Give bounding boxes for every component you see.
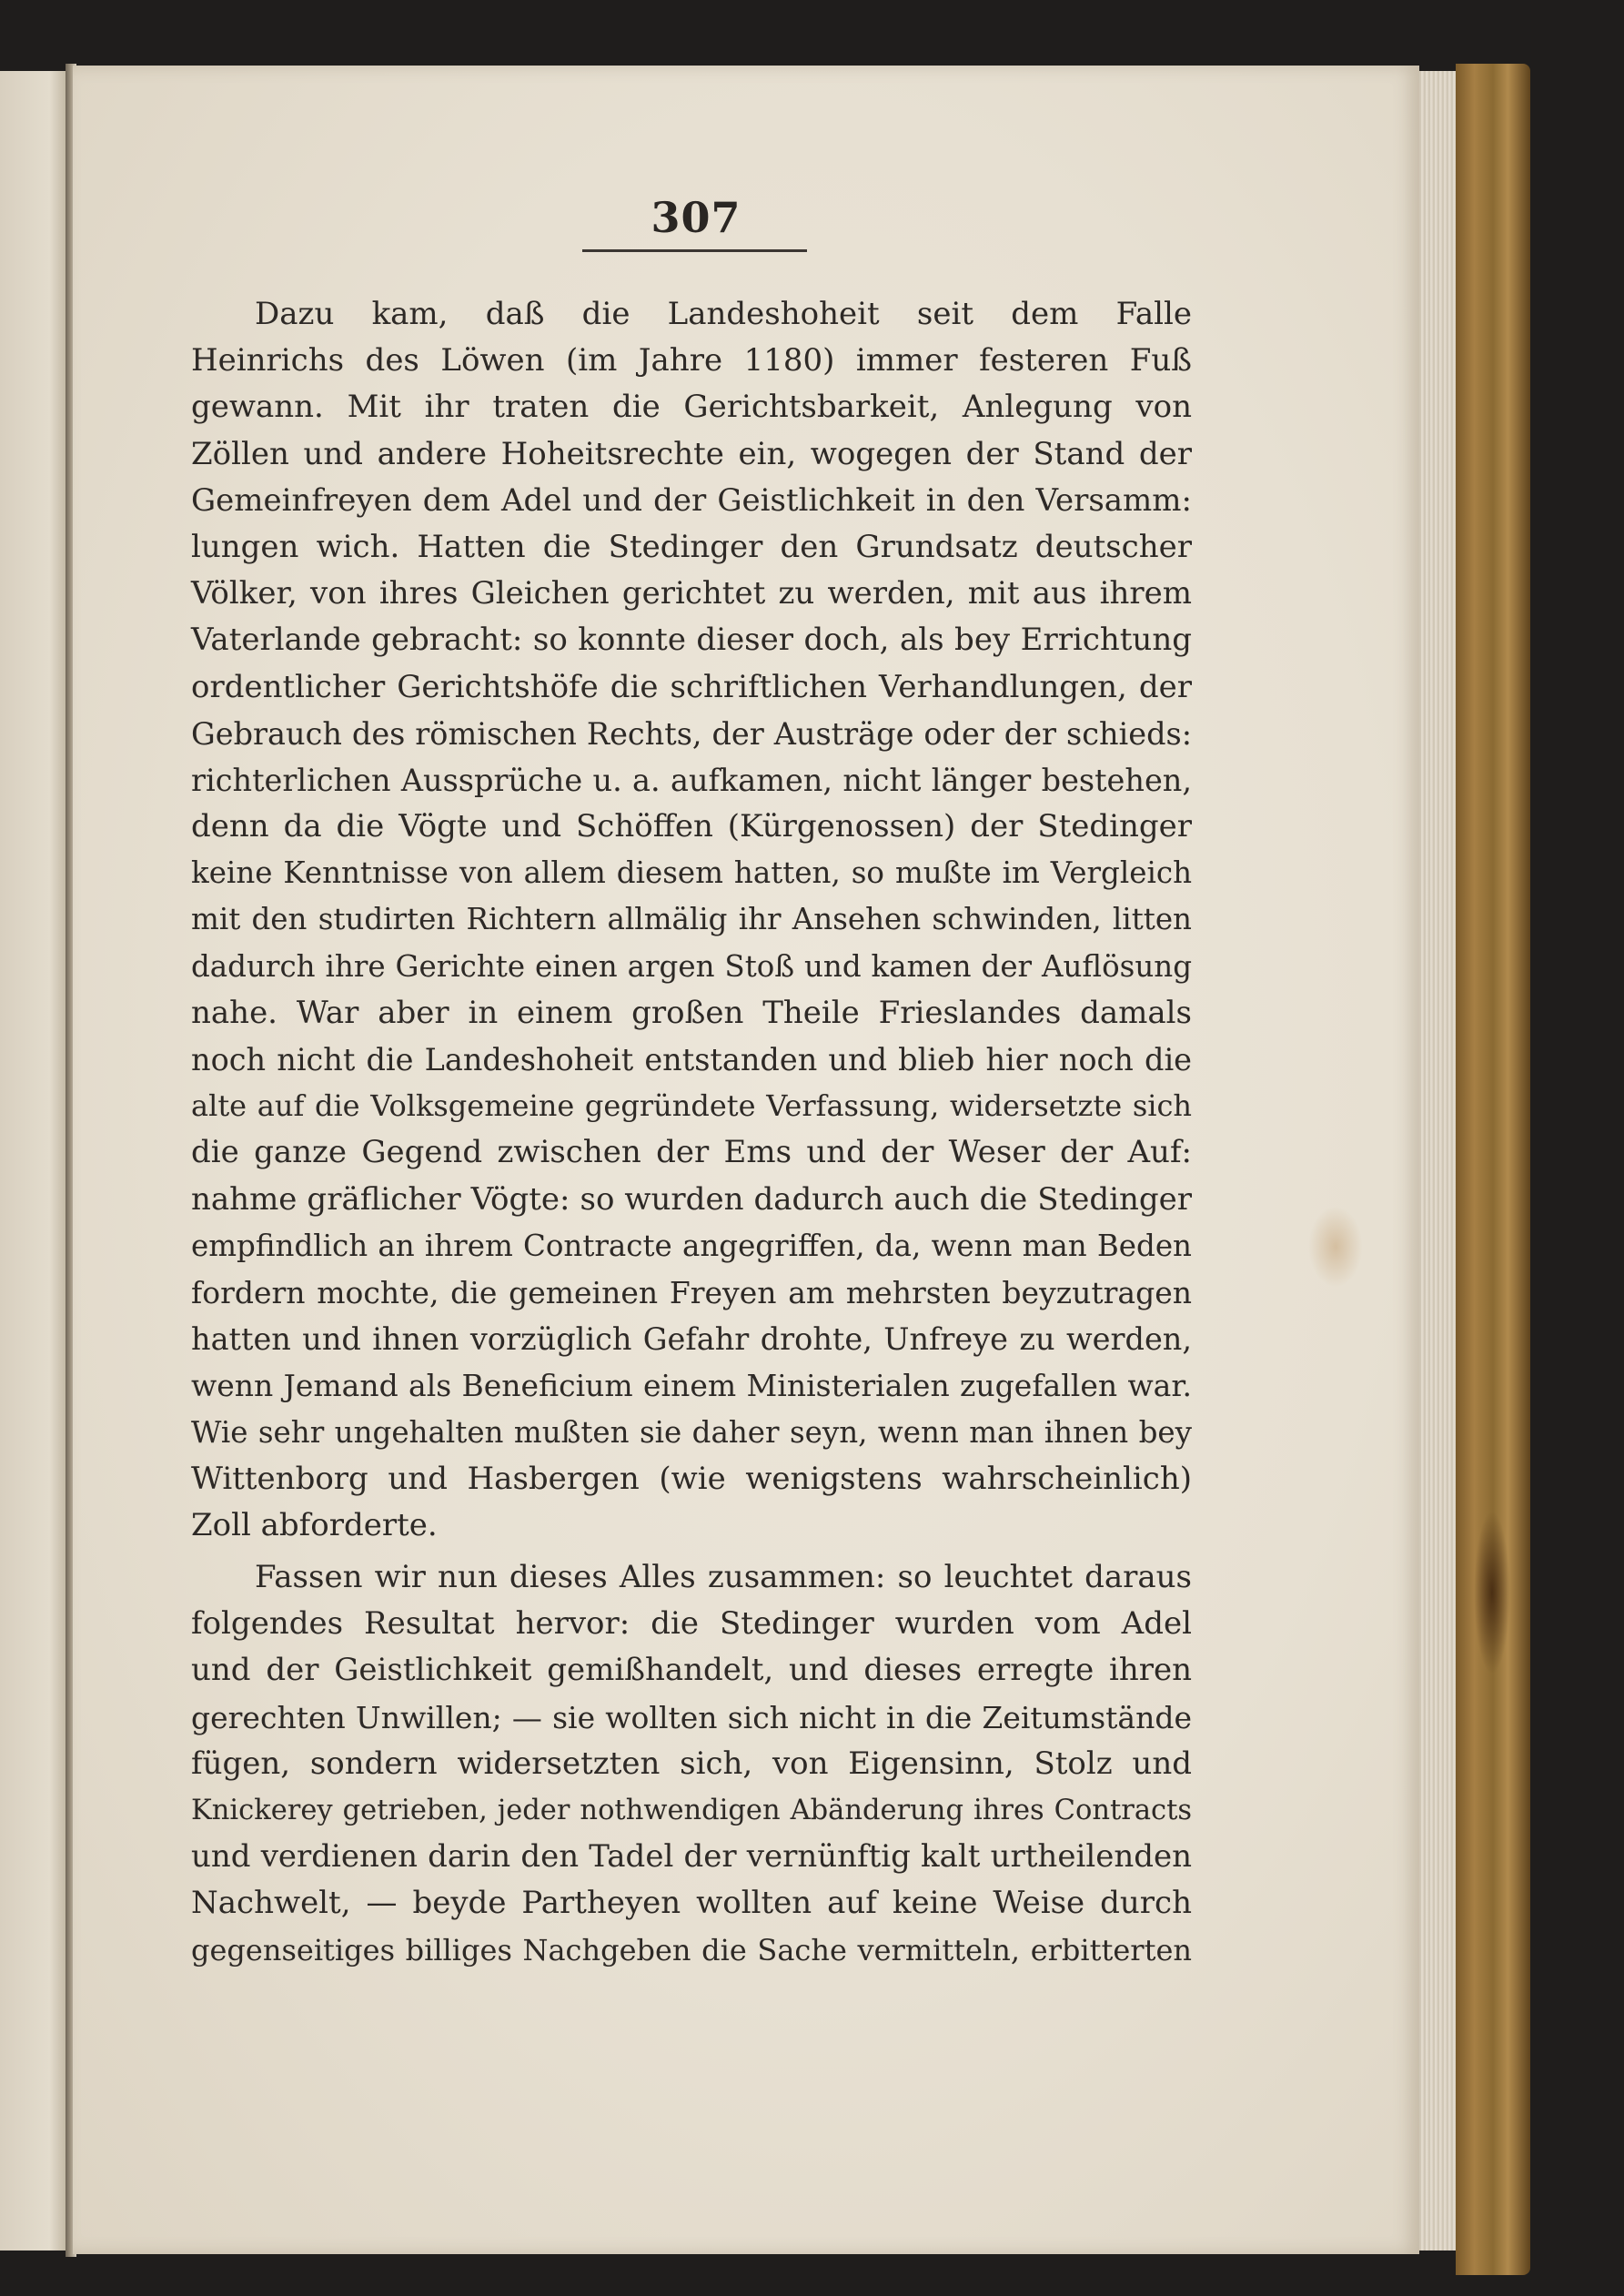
text-line: wenn Jemand als Beneficium einem Ministerialen zugefallen war. (191, 1368, 1192, 1404)
facing-page-edge (0, 71, 71, 2250)
text-line: und der Geistlichkeit gemißhandelt, und dieses erregte ihren (191, 1652, 1192, 1689)
text-line: dadurch ihre Gerichte einen argen Stoß und kamen der Auflösung (191, 948, 1192, 984)
header-rule (582, 249, 807, 252)
text-line: Dazu kam, daß die Landeshoheit seit dem Falle (255, 296, 1192, 332)
text-line: Vaterlande gebracht: so konnte dieser doch, als bey Errichtung (191, 622, 1192, 659)
text-line: nahe. War aber in einem großen Theile Frieslandes damals (191, 994, 1192, 1031)
text-line: Wie sehr ungehalten mußten sie daher seyn, wenn man ihnen bey (191, 1414, 1192, 1450)
text-line: ordentlicher Gerichtshöfe die schriftlichen Verhandlungen, der (191, 668, 1192, 705)
text-line: empfindlich an ihrem Contracte angegriffen, da, wenn man Beden (191, 1228, 1192, 1263)
text-line: gegenseitiges billiges Nachgeben die Sache vermitteln, erbitterten (191, 1932, 1192, 1967)
cover-stain (1474, 1511, 1510, 1674)
paragraph (191, 291, 1192, 1549)
text-line: Gemeinfreyen dem Adel und der Geistlichkeit in den Versamm: (191, 481, 1192, 519)
paragraph (191, 1554, 1192, 1974)
text-line: hatten und ihnen vorzüglich Gefahr drohte, Unfreye zu werden, (191, 1321, 1192, 1358)
text-line: Völker, von ihres Gleichen gerichtet zu werden, mit aus ihrem (191, 575, 1192, 612)
page-number: 307 (651, 193, 741, 242)
text-line: Wittenborg und Hasbergen (wie wenigstens wahrscheinlich) (191, 1460, 1192, 1497)
text-line: richterlichen Aussprüche u. a. aufkamen, nicht länger bestehen, (191, 762, 1192, 798)
text-line: fordern mochte, die gemeinen Freyen am mehrsten beyzutragen (191, 1274, 1192, 1310)
text-line: alte auf die Volksgemeine gegründete Verfassung, widersetzte sich (191, 1088, 1192, 1124)
text-line: denn da die Vögte und Schöffen (Kürgenossen) der Stedinger (191, 808, 1192, 845)
text-line: fügen, sondern widersetzten sich, von Eigensinn, Stolz und (191, 1745, 1192, 1782)
text-line: lungen wich. Hatten die Stedinger den Grundsatz deutscher (191, 528, 1192, 565)
text-line: die ganze Gegend zwischen der Ems und der Weser der Auf: (191, 1134, 1192, 1171)
text-line: Zoll abforderte. (191, 1506, 438, 1543)
text-line: keine Kenntnisse von allem diesem hatten, so mußte im Vergleich (191, 855, 1192, 891)
text-line: Heinrichs des Löwen (im Jahre 1180) immer festeren Fuß (191, 342, 1192, 379)
text-line: gewann. Mit ihr traten die Gerichtsbarkeit, Anlegung von (191, 389, 1192, 426)
text-line: mit den studirten Richtern allmälig ihr Ansehen schwinden, litten (191, 902, 1192, 937)
text-line: Zöllen und andere Hoheitsrechte ein, wogegen der Stand der (191, 435, 1192, 472)
marbled-cover-edge (1456, 64, 1530, 2275)
text-line: Knickerey getrieben, jeder nothwendigen Abänderung ihres Contracts (191, 1795, 1192, 1826)
text-line: gerechten Unwillen; — sie wollten sich nicht in die Zeitumstände (191, 1699, 1192, 1735)
paper-stain (1308, 1206, 1363, 1288)
text-line: Fassen wir nun dieses Alles zusammen: so leuchtet daraus (255, 1559, 1192, 1596)
text-line: Gebrauch des römischen Rechts, der Austräge oder der schieds: (191, 715, 1192, 752)
text-line: Nachwelt, — beyde Partheyen wollten auf keine Weise durch (191, 1885, 1192, 1922)
text-line: und verdienen darin den Tadel der vernünftig kalt urtheilenden (191, 1838, 1192, 1876)
text-line: folgendes Resultat hervor: die Stedinger wurden vom Adel (191, 1605, 1192, 1643)
text-line: noch nicht die Landeshoheit entstanden und blieb hier noch die (191, 1042, 1192, 1077)
body-text (191, 291, 1192, 1974)
text-line: nahme gräflicher Vögte: so wurden dadurch auch die Stedinger (191, 1180, 1192, 1218)
